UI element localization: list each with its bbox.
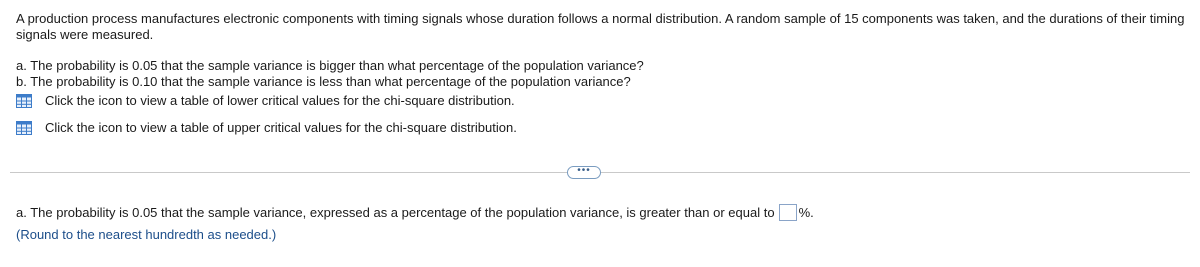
answer-unit: %. bbox=[798, 204, 814, 220]
problem-intro: A production process manufactures electronic components with timing signals whose duration follows a normal distribution. A random sample of 15 components was taken, and the durations of their timing signals were measured. bbox=[16, 11, 1185, 42]
lower-table-link-text: Click the icon to view a table of lower critical values for the chi-square distribution. bbox=[45, 92, 515, 108]
upper-table-link-text: Click the icon to view a table of upper critical values for the chi-square distribution. bbox=[45, 119, 517, 135]
answer-line bbox=[16, 204, 814, 221]
lower-table-link-row bbox=[16, 92, 1188, 109]
more-options-button[interactable]: ••• bbox=[567, 166, 601, 179]
upper-table-link-row bbox=[16, 119, 1188, 136]
table-grid-icon[interactable] bbox=[16, 121, 32, 135]
answer-input[interactable] bbox=[779, 204, 797, 221]
rounding-hint: (Round to the nearest hundredth as needed.) bbox=[16, 227, 277, 242]
question-a: a. The probability is 0.05 that the sample variance is bigger than what percentage of the population variance? bbox=[16, 58, 644, 73]
answer-section bbox=[16, 204, 814, 243]
answer-prompt: a. The probability is 0.05 that the sample variance, expressed as a percentage of the population variance, is greater than or equal to bbox=[16, 204, 775, 220]
question-b: b. The probability is 0.10 that the sample variance is less than what percentage of the population variance? bbox=[16, 74, 631, 89]
table-grid-icon[interactable] bbox=[16, 94, 32, 108]
problem-statement bbox=[16, 11, 1188, 136]
